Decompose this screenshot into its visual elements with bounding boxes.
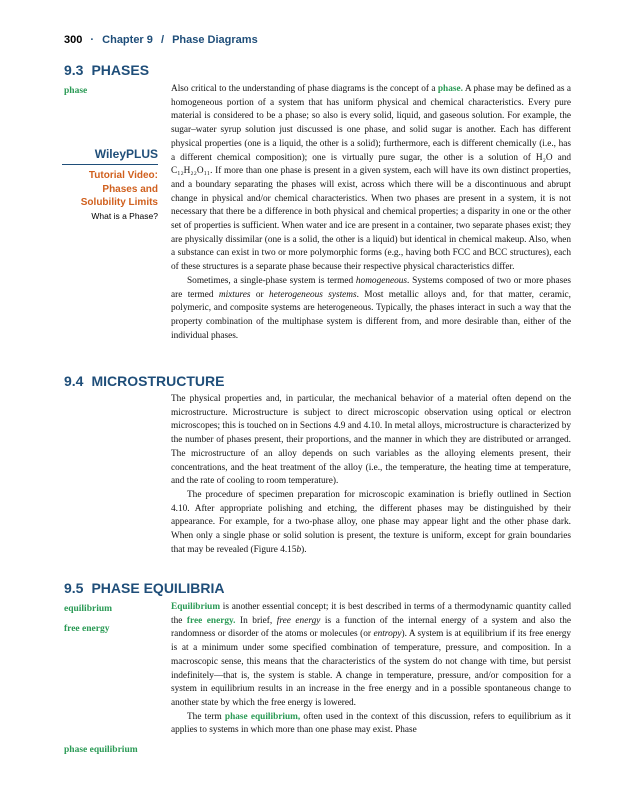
chapter-label: Chapter 9 bbox=[102, 34, 153, 46]
paragraph: The procedure of specimen preparation for microscopic examination is briefly outlined in Section 4.10. After appropriate polishing and etching, the different phases may be distinguished by their appearance. For example, for a two-phase alloy, one phase may appear light and the other phase dark. When only a single phase or solid solution is present, the texture is uniform, except for grain boundaries that may be revealed (Figure 4.15b). bbox=[171, 489, 571, 555]
tutorial-video-subtitle[interactable]: What is a Phase? bbox=[91, 210, 158, 221]
running-head bbox=[64, 34, 258, 46]
section-heading-9-3 bbox=[64, 62, 149, 78]
section-number: 9.3 bbox=[64, 62, 84, 78]
paragraph: Also critical to the understanding of phase diagrams is the concept of a phase. A phase may be defined as a homogeneous portion of a system that has uniform physical and chemical characteristics. Every pure material is considered to be a phase; so also is every solid, liquid, and gaseous solution. For example, the sugar–water syrup solution just discussed is one phase, and solid sugar is another. Each has different physical properties (one is a liquid, the other is a solid); furthermore, each is different chemically (i.e., has a different chemical composition); one is virtually pure sugar, the other is a solution of H₂O and C₁₂H₂₂O₁₁. If more than one phase is present in a given system, each will have its own distinct properties, and a boundary separating the phases will exist, across which there will be a discontinuous and abrupt change in physical and/or chemical characteristics. When two phases are present in a system, it is not necessary that there be a difference in both physical and chemical properties; a disparity in one or the other set of properties is sufficient. When water and ice are present in a container, two separate phases exist; they are physically dissimilar (one is a solid, the other is a liquid) but identical in chemical makeup. Also, when a substance can exist in two or more polymorphic forms (e.g., having both FCC and BCC structures), each of these structures is a separate phase because their respective physical characteristics differ. bbox=[171, 84, 571, 273]
slash-separator: / bbox=[160, 34, 165, 46]
section-number: 9.4 bbox=[64, 373, 84, 389]
paragraph: Equilibrium is another essential concept; it is best described in terms of a thermodynamic quantity called the free energy. In brief, free energy is a function of the internal energy of a system and also the randomness or disorder of the atoms or molecules (or entropy). A system is at equilibrium if its free energy is at a minimum under some specified combination of temperature, pressure, and composition. In a macroscopic sense, this means that the characteristics of the system do not change with time, but persist indefinitely—that is, the system is stable. A change in temperature, pressure, and/or composition for a system in equilibrium results in an increase in the free energy and in a possible spontaneous change to another state by which the free energy is lowered. bbox=[171, 602, 572, 708]
margin-term-phase: phase bbox=[64, 86, 88, 96]
page-number: 300 bbox=[64, 34, 83, 46]
section-heading-9-4 bbox=[64, 373, 224, 389]
wileyplus-logo: WileyPLUS bbox=[94, 147, 158, 161]
key-term-free-energy: free energy. bbox=[186, 615, 236, 626]
sidebar-rule bbox=[62, 164, 158, 165]
section-title: MICROSTRUCTURE bbox=[91, 373, 225, 389]
margin-term-free-energy: free energy bbox=[64, 624, 110, 634]
key-term-phase: phase. bbox=[437, 84, 463, 94]
paragraph: The physical properties and, in particular, the mechanical behavior of a material often depend on the microstructure. Microstructure is subject to direct microscopic observation using optical or electron microscopes; this is touched on in Sections 4.9 and 4.10. In metal alloys, microstructure is characterized by the number of phases present, their proportions, and the manner in which they are distributed or arranged. The microstructure of an alloy depends on such variables as the alloying elements present, their concentrations, and the heat treatment of the alloy (i.e., the temperature, the heating time at temperature, and the rate of cooling to room temperature). bbox=[171, 394, 571, 487]
wileyplus-sidebar[interactable] bbox=[62, 147, 158, 222]
bullet-separator: · bbox=[90, 34, 95, 46]
key-term-phase-equilibrium: phase equilibrium, bbox=[224, 711, 301, 722]
tutorial-video-label-2[interactable]: Phases and bbox=[102, 183, 158, 195]
section-9-5-body bbox=[171, 601, 571, 738]
margin-term-equilibrium: equilibrium bbox=[64, 604, 113, 614]
section-9-4-body bbox=[171, 393, 571, 557]
section-heading-9-5 bbox=[64, 580, 224, 596]
section-9-3-body bbox=[171, 83, 571, 343]
tutorial-video-label-1[interactable]: Tutorial Video: bbox=[88, 170, 158, 181]
key-term-equilibrium: Equilibrium bbox=[171, 602, 221, 612]
section-title: PHASE EQUILIBRIA bbox=[91, 580, 225, 596]
tutorial-video-label-3[interactable]: Solubility Limits bbox=[80, 197, 158, 208]
margin-term-phase-equilibrium: phase equilibrium bbox=[64, 745, 138, 755]
chapter-title: Phase Diagrams bbox=[172, 34, 258, 46]
paragraph: Sometimes, a single-phase system is termed homogeneous. Systems composed of two or more phases are termed mixtures or heterogeneous systems. Most metallic alloys and, for that matter, ceramic, polymeric, and composite systems are heterogeneous. Typically, the phases interact in such a way that the property combination of the multiphase system is different from, and more desirable than, either of the individual phases. bbox=[171, 275, 571, 341]
section-number: 9.5 bbox=[64, 580, 84, 596]
section-title: PHASES bbox=[91, 62, 150, 78]
paragraph: The term phase equilibrium, often used in the context of this discussion, refers to equilibrium as it applies to systems in which more than one phase may exist. Phase bbox=[171, 711, 572, 736]
